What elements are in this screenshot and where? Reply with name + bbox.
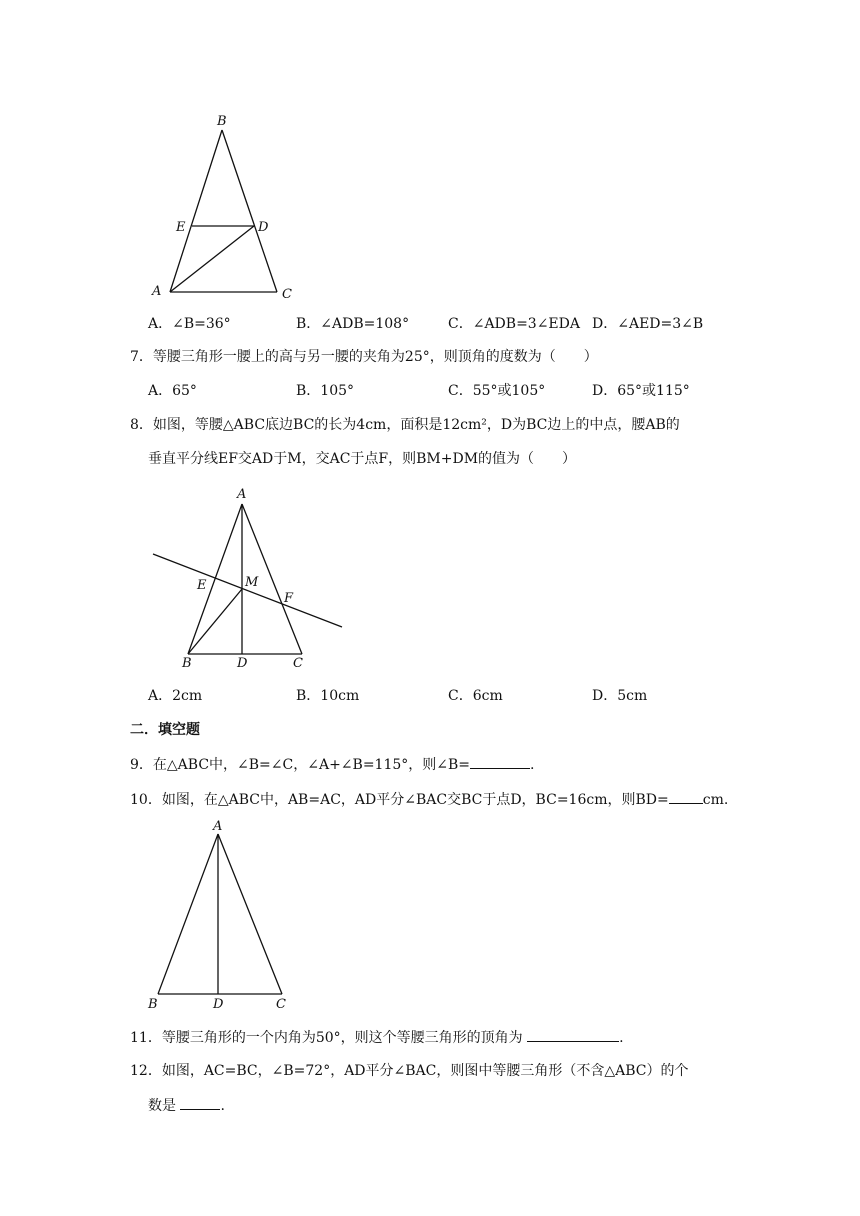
q7-stem: 7．等腰三角形一腰上的高与另一腰的夹角为25°，则顶角的度数为（ ） bbox=[130, 349, 598, 365]
q6-option-c: C．∠ADB=3∠EDA bbox=[448, 316, 580, 332]
q8-option-a: A．2cm bbox=[148, 688, 203, 704]
q10-stem bbox=[130, 789, 728, 810]
q12-answer-blank[interactable] bbox=[180, 1095, 220, 1110]
q6-label-a: A bbox=[152, 284, 162, 299]
q8-option-b: B．10cm bbox=[296, 688, 360, 704]
q8-triangle-diagram bbox=[148, 484, 348, 674]
q8-option-c: C．6cm bbox=[448, 688, 503, 704]
q12-stem-line2 bbox=[148, 1095, 225, 1116]
q10-stem-end: cm. bbox=[702, 792, 729, 808]
q10-stem-text: 10．如图，在△ABC中，AB=AC，AD平分∠BAC交BC于点D，BC=16cm，则BD= bbox=[130, 792, 669, 808]
q8-stem-line1: 8．如图，等腰△ABC底边BC的长为4cm，面积是12cm²，D为BC边上的中点，腰AB的 bbox=[130, 417, 680, 433]
q11-stem-end: . bbox=[619, 1030, 624, 1046]
q12-stem-end: . bbox=[220, 1098, 225, 1114]
q10-figure bbox=[140, 816, 300, 1012]
q12-stem-text: 数是 bbox=[148, 1098, 176, 1114]
q8-label-b: B bbox=[182, 656, 192, 671]
section-heading-fill-in: 二．填空题 bbox=[130, 722, 200, 738]
q7-option-a: A．65° bbox=[148, 383, 197, 399]
q10-label-d: D bbox=[213, 997, 224, 1012]
q8-stem-line2: 垂直平分线EF交AD于M，交AC于点F，则BM+DM的值为（ ） bbox=[148, 451, 577, 467]
q7-option-c: C．55°或105° bbox=[448, 383, 546, 399]
q8-label-d: D bbox=[237, 656, 248, 671]
q6-label-d: D bbox=[258, 220, 269, 235]
q10-answer-blank[interactable] bbox=[669, 789, 703, 804]
q6-option-a: A．∠B=36° bbox=[148, 316, 231, 332]
q11-answer-blank[interactable] bbox=[527, 1027, 619, 1042]
q7-option-b: B．105° bbox=[296, 383, 355, 399]
q12-stem-line1: 12．如图，AC=BC，∠B=72°，AD平分∠BAC，则图中等腰三角形（不含△ABC）的个 bbox=[130, 1063, 689, 1079]
q8-option-d: D．5cm bbox=[592, 688, 648, 704]
q8-label-c: C bbox=[293, 656, 303, 671]
q11-stem-text: 11．等腰三角形的一个内角为50°，则这个等腰三角形的顶角为 bbox=[130, 1030, 523, 1046]
q10-label-a: A bbox=[213, 819, 223, 834]
q9-stem bbox=[130, 754, 534, 775]
q8-figure bbox=[148, 484, 348, 674]
q9-stem-end: . bbox=[530, 757, 535, 773]
q6-label-c: C bbox=[282, 287, 292, 302]
q7-option-d: D．65°或115° bbox=[592, 383, 690, 399]
q6-label-b: B bbox=[217, 114, 227, 129]
q10-label-b: B bbox=[148, 997, 158, 1012]
q11-stem bbox=[130, 1027, 624, 1048]
q6-label-e: E bbox=[176, 220, 186, 235]
q8-label-a: A bbox=[237, 487, 247, 502]
q10-triangle-diagram bbox=[140, 816, 300, 1012]
q10-label-c: C bbox=[276, 997, 286, 1012]
q6-option-d: D．∠AED=3∠B bbox=[592, 316, 704, 332]
q8-label-e: E bbox=[197, 578, 207, 593]
q9-answer-blank[interactable] bbox=[470, 754, 530, 769]
q8-label-f: F bbox=[284, 591, 294, 606]
q6-option-b: B．∠ADB=108° bbox=[296, 316, 410, 332]
q6-triangle-diagram bbox=[140, 108, 310, 308]
q8-label-m: M bbox=[245, 575, 259, 590]
q6-figure bbox=[140, 108, 310, 308]
q9-stem-text: 9．在△ABC中，∠B=∠C，∠A+∠B=115°，则∠B= bbox=[130, 757, 471, 773]
